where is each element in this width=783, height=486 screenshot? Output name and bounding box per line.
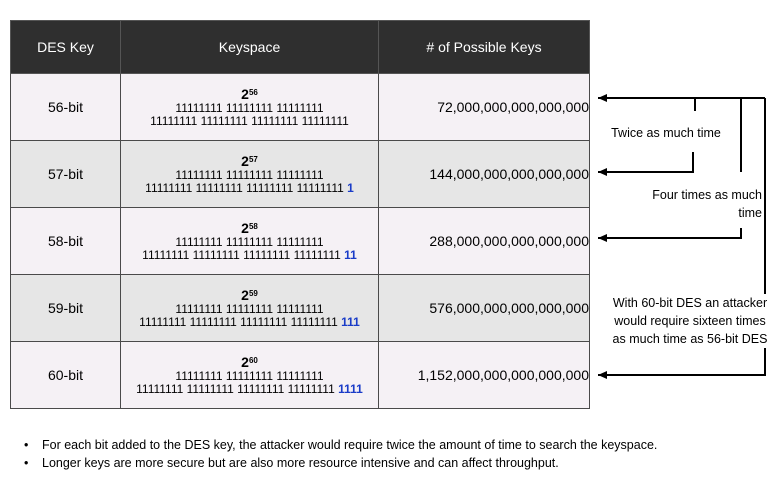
- keyspace-power: $2^{60}$: [241, 353, 258, 370]
- key-size: 58-bit: [11, 208, 121, 275]
- bullet-item: • Longer keys are more secure but are also more resource intensive and can affect throughput.: [22, 454, 772, 472]
- sixteen-times-label: With 60-bit DES an attacker would require sixteen times as much time as 56-bit DES: [606, 294, 774, 348]
- four-times-label: Four times as much time: [636, 186, 762, 222]
- keyspace-bits-line1: 11111111 11111111 11111111: [175, 368, 324, 383]
- keyspace-power: $2^{57}$: [241, 152, 258, 169]
- keyspace-bits-line2: 11111111 11111111 11111111 11111111 1: [145, 180, 354, 195]
- possible-keys-count: 576,000,000,000,000,000: [379, 275, 590, 342]
- keyspace-power: $2^{58}$: [241, 219, 258, 236]
- possible-keys-count: 1,152,000,000,000,000,000: [379, 342, 590, 409]
- summary-bullets: [22, 436, 772, 472]
- bullet-item: • For each bit added to the DES key, the attacker would require twice the amount of time to search the keyspace.: [22, 436, 772, 454]
- keyspace-bits-line1: 11111111 11111111 11111111: [175, 234, 324, 249]
- keyspace-bits-line2: 11111111 11111111 11111111 11111111: [150, 113, 349, 128]
- keyspace-bits-line1: 11111111 11111111 11111111: [175, 167, 324, 182]
- header-keyspace: Keyspace: [121, 21, 379, 74]
- possible-keys-count: 72,000,000,000,000,000: [379, 74, 590, 141]
- header-possible-keys: # of Possible Keys: [379, 21, 590, 74]
- keyspace-bits-line1: 11111111 11111111 11111111: [175, 100, 324, 115]
- keyspace-bits-line2: 11111111 11111111 11111111 11111111 11: [142, 247, 357, 262]
- key-size: 57-bit: [11, 141, 121, 208]
- extra-bits: 1: [347, 180, 354, 195]
- keyspace-bits-line2: 11111111 11111111 11111111 11111111 1111: [136, 381, 363, 396]
- possible-keys-count: 288,000,000,000,000,000: [379, 208, 590, 275]
- keyspace-power: $2^{56}$: [241, 85, 258, 102]
- key-size: 60-bit: [11, 342, 121, 409]
- extra-bits: 111: [341, 314, 360, 329]
- keyspace-bits-line1: 11111111 11111111 11111111: [175, 301, 324, 316]
- key-size: 56-bit: [11, 74, 121, 141]
- extra-bits: 11: [344, 247, 357, 262]
- header-des-key: DES Key: [11, 21, 121, 74]
- key-size: 59-bit: [11, 275, 121, 342]
- extra-bits: 1111: [338, 381, 363, 396]
- keyspace-bits-line2: 11111111 11111111 11111111 11111111 111: [139, 314, 360, 329]
- twice-time-label: Twice as much time: [606, 124, 726, 142]
- possible-keys-count: 144,000,000,000,000,000: [379, 141, 590, 208]
- keyspace-power: $2^{59}$: [241, 286, 258, 303]
